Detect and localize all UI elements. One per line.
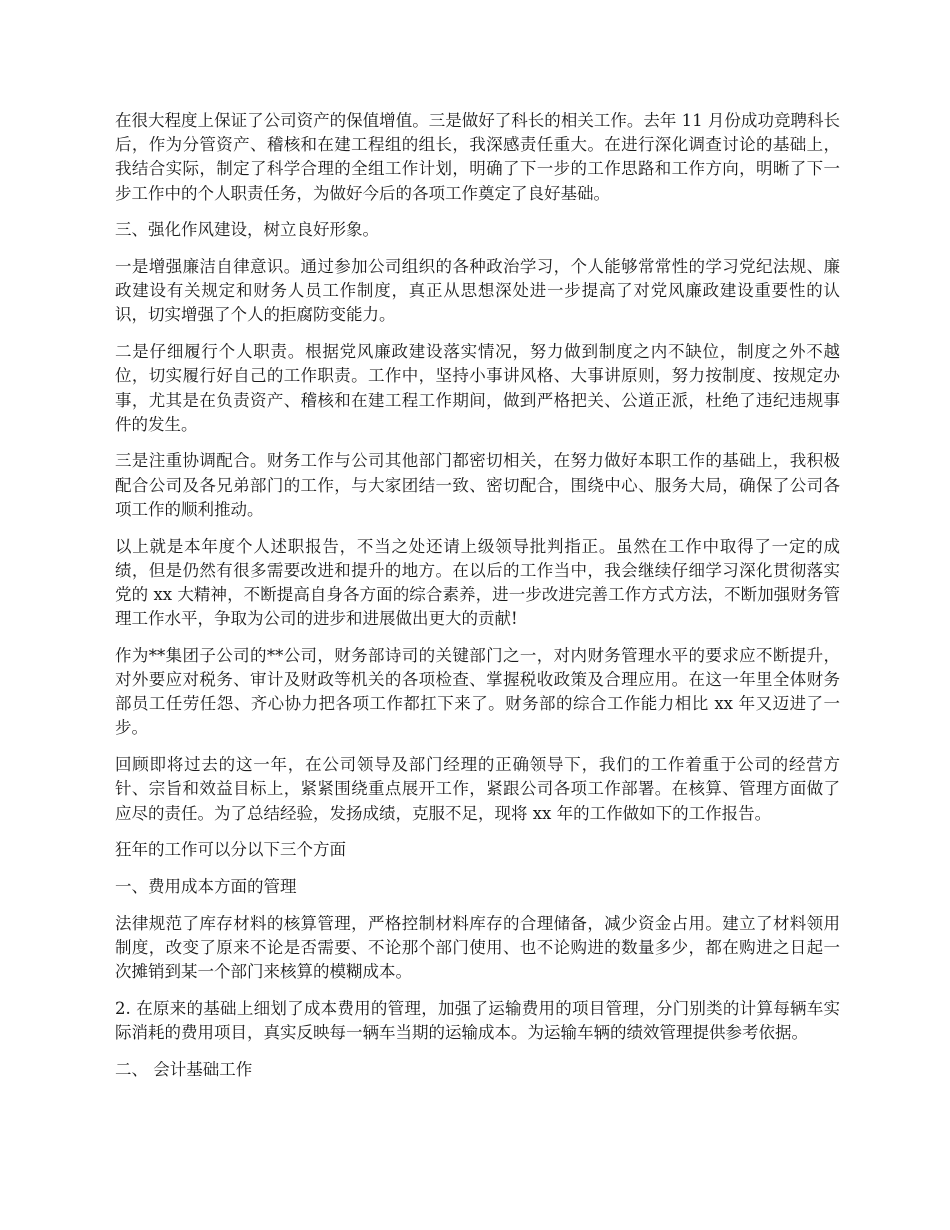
document-body bbox=[115, 109, 840, 1094]
paragraph-6: 以上就是本年度个人述职报告，不当之处还请上级领导批判指正。虽然在工作中取得了一定的成绩，但是仍然有很多需要改进和提升的地方。在以后的工作当中，我会继续仔细学习深化贯彻落实党的 xx 大精神，不断提高自身各方面的综合素养，进一步改进完善工作方式方法，不断加强财务管理工作水平，争取为公司的进步和进展做出更大的贡献! bbox=[115, 536, 840, 629]
paragraph-4: 二是仔细履行个人职责。根据党风廉政建设落实情况，努力做到制度之内不缺位，制度之外不越位，切实履行好自己的工作职责。工作中，坚持小事讲风格、大事讲原则，努力按制度、按规定办事，尤其是在负责资产、稽核和在建工程工作期间，做到严格把关、公道正派，杜绝了违纪违规事件的发生。 bbox=[115, 342, 840, 434]
paragraph-7: 作为**集团子公司的**公司，财务部诗司的关键部门之一，对内财务管理水平的要求应不断提升，对外要应对税务、审计及财政等机关的各项检查、掌握税收政策及合理应用。在这一年里全体财务部员工任劳任怨、齐心协力把各项工作都扛下来了。财务部的综合工作能力相比 xx 年又迈进了一步。 bbox=[115, 645, 840, 738]
section-heading-2: 二、 会计基础工作 bbox=[115, 1059, 253, 1079]
paragraph-9: 狂年的工作可以分以下三个方面 bbox=[115, 840, 346, 860]
section-heading-3: 三、强化作风建设，树立良好形象。 bbox=[115, 220, 379, 240]
section-heading-1: 一、费用成本方面的管理 bbox=[115, 876, 297, 896]
paragraph-8: 回顾即将过去的这一年，在公司领导及部门经理的正确领导下，我们的工作着重于公司的经营方针、宗旨和效益目标上，紧紧围绕重点展开工作，紧跟公司各项工作部署。在核算、管理方面做了应尽的责任。为了总结经验，发扬成绩，克服不足，现将 xx 年的工作做如下的工作报告。 bbox=[115, 755, 840, 823]
paragraph-1: 在很大程度上保证了公司资产的保值增值。三是做好了科长的相关工作。去年 11 月份成功竞聘科长后，作为分管资产、稽核和在建工程组的组长，我深感责任重大。在进行深化调查讨论的基础上，我结合实际，制定了科学合理的全组工作计划，明确了下一步的工作思路和工作方向，明晰了下一步工作中的个人职责任务，为做好今后的各项工作奠定了良好基础。 bbox=[115, 111, 840, 203]
paragraph-12: 2. 在原来的基础上细划了成本费用的管理，加强了运输费用的项目管理，分门别类的计算每辆车实际消耗的费用项目，真实反映每一辆车当期的运输成本。为运输车辆的绩效管理提供参考依据。 bbox=[115, 998, 840, 1042]
paragraph-11: 法律规范了库存材料的核算管理，严格控制材料库存的合理储备，减少资金占用。建立了材料领用制度，改变了原来不论是否需要、不论那个部门使用、也不论购进的数量多少，都在购进之日起一次摊销到某一个部门来核算的模糊成本。 bbox=[115, 913, 840, 982]
paragraph-3: 一是增强廉洁自律意识。通过参加公司组织的各种政治学习，个人能够常常性的学习党纪法规、廉政建设有关规定和财务人员工作制度，真正从思想深处进一步提高了对党风廉政建设重要性的认识，切实增强了个人的拒腐防变能力。 bbox=[115, 257, 840, 325]
paragraph-5: 三是注重协调配合。财务工作与公司其他部门都密切相关，在努力做好本职工作的基础上，我积极配合公司及各兄弟部门的工作，与大家团结一致、密切配合，围绕中心、服务大局，确保了公司各项工作的顺利推动。 bbox=[115, 451, 840, 519]
